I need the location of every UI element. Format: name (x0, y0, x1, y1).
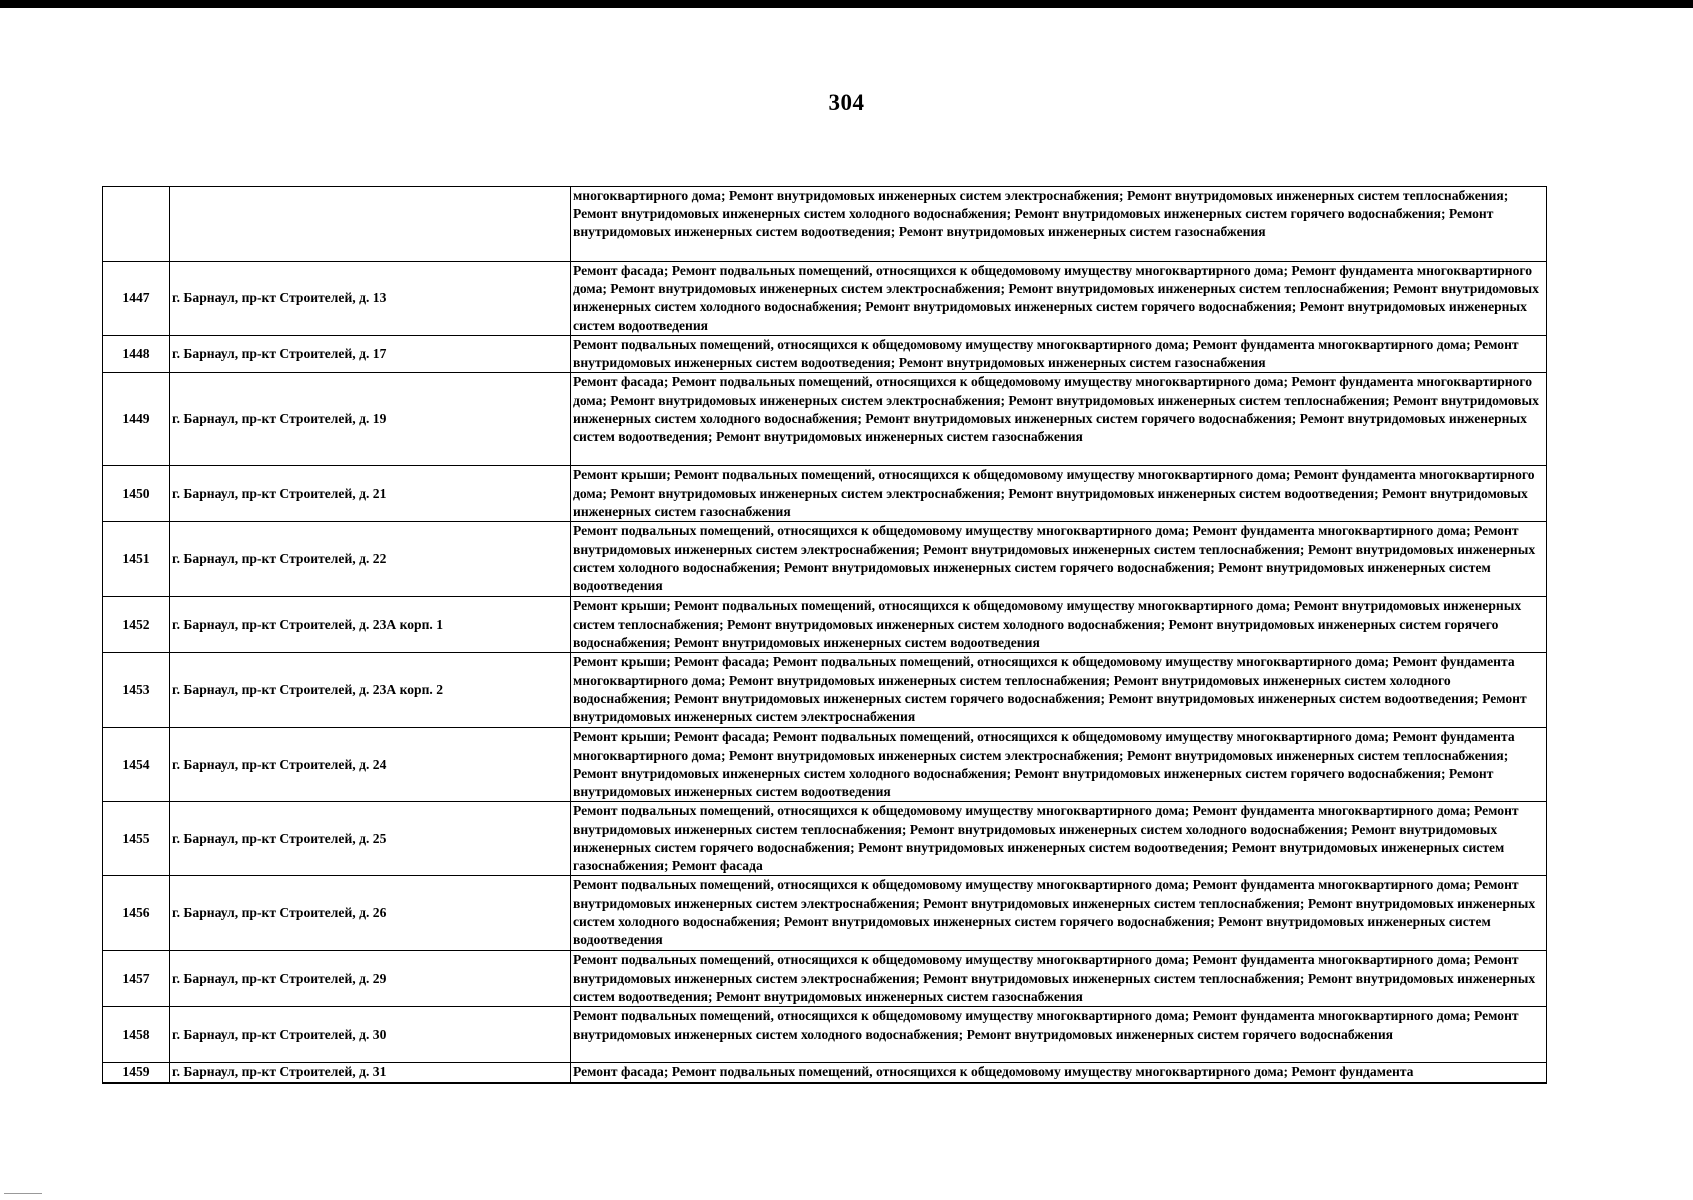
table-row (103, 1063, 1547, 1083)
row-number: 1458 (103, 1007, 170, 1063)
table-row (103, 876, 1547, 951)
scan-top-border (0, 0, 1693, 8)
row-address: г. Барнаул, пр-кт Строителей, д. 24 (170, 728, 571, 802)
row-number: 1448 (103, 336, 170, 373)
row-works: Ремонт крыши; Ремонт подвальных помещений, относящихся к общедомовому имуществу многоквартирного дома; Ремонт внутридомовых инженерных систем теплоснабжения; Ремонт внутридомовых инженерных систем холодного водоснабжения; Ремонт внутридомовых инженерных систем горячего водоснабжения; Ремонт внутридомовых инженерных систем водоотведения (571, 597, 1547, 653)
scan-margin-mark (4, 1193, 42, 1194)
table-row (103, 336, 1547, 373)
row-address: г. Барнаул, пр-кт Строителей, д. 17 (170, 336, 571, 373)
row-address (170, 187, 571, 262)
row-address: г. Барнаул, пр-кт Строителей, д. 13 (170, 262, 571, 336)
row-number: 1457 (103, 951, 170, 1007)
row-number: 1449 (103, 373, 170, 466)
row-number: 1451 (103, 522, 170, 597)
table-row (103, 522, 1547, 597)
table-row (103, 802, 1547, 876)
row-number: 1452 (103, 597, 170, 653)
row-works: Ремонт фасада; Ремонт подвальных помещений, относящихся к общедомовому имуществу многоквартирного дома; Ремонт фундамента (571, 1063, 1547, 1083)
row-address: г. Барнаул, пр-кт Строителей, д. 22 (170, 522, 571, 597)
page-number: 304 (828, 90, 865, 115)
table-row (103, 653, 1547, 728)
row-number: 1459 (103, 1063, 170, 1083)
row-works: Ремонт крыши; Ремонт фасада; Ремонт подвальных помещений, относящихся к общедомовому имуществу многоквартирного дома; Ремонт фундамента многоквартирного дома; Ремонт внутридомовых инженерных систем электроснабжения; Ремонт внутридомовых инженерных систем теплоснабжения; Ремонт внутридомовых инженерных систем холодного водоснабжения; Ремонт внутридомовых инженерных систем горячего водоснабжения; Ремонт внутридомовых инженерных систем водоотведения (571, 728, 1547, 802)
table-row (103, 373, 1547, 466)
row-address: г. Барнаул, пр-кт Строителей, д. 29 (170, 951, 571, 1007)
row-address: г. Барнаул, пр-кт Строителей, д. 23А корп. 1 (170, 597, 571, 653)
row-number: 1447 (103, 262, 170, 336)
row-address: г. Барнаул, пр-кт Строителей, д. 26 (170, 876, 571, 951)
table-row (103, 1007, 1547, 1063)
row-address: г. Барнаул, пр-кт Строителей, д. 19 (170, 373, 571, 466)
row-works: Ремонт крыши; Ремонт фасада; Ремонт подвальных помещений, относящихся к общедомовому имуществу многоквартирного дома; Ремонт фундамента многоквартирного дома; Ремонт внутридомовых инженерных систем теплоснабжения; Ремонт внутридомовых инженерных систем холодного водоснабжения; Ремонт внутридомовых инженерных систем горячего водоснабжения; Ремонт внутридомовых инженерных систем водоотведения; Ремонт внутридомовых инженерных систем электроснабжения (571, 653, 1547, 728)
row-works: многоквартирного дома; Ремонт внутридомовых инженерных систем электроснабжения; Ремонт внутридомовых инженерных систем теплоснабжения; Ремонт внутридомовых инженерных систем холодного водоснабжения; Ремонт внутридомовых инженерных систем горячего водоснабжения; Ремонт внутридомовых инженерных систем водоотведения; Ремонт внутридомовых инженерных систем газоснабжения (571, 187, 1547, 262)
row-address: г. Барнаул, пр-кт Строителей, д. 31 (170, 1063, 571, 1083)
table-row (103, 951, 1547, 1007)
row-works: Ремонт фасада; Ремонт подвальных помещений, относящихся к общедомовому имуществу многоквартирного дома; Ремонт фундамента многоквартирного дома; Ремонт внутридомовых инженерных систем электроснабжения; Ремонт внутридомовых инженерных систем теплоснабжения; Ремонт внутридомовых инженерных систем холодного водоснабжения; Ремонт внутридомовых инженерных систем горячего водоснабжения; Ремонт внутридомовых инженерных систем водоотведения; Ремонт внутридомовых инженерных систем газоснабжения (571, 373, 1547, 466)
row-works: Ремонт подвальных помещений, относящихся к общедомовому имуществу многоквартирного дома; Ремонт фундамента многоквартирного дома; Ремонт внутридомовых инженерных систем холодного водоснабжения; Ремонт внутридомовых инженерных систем горячего водоснабжения (571, 1007, 1547, 1063)
table-row (103, 597, 1547, 653)
row-works: Ремонт крыши; Ремонт подвальных помещений, относящихся к общедомовому имуществу многоквартирного дома; Ремонт фундамента многоквартирного дома; Ремонт внутридомовых инженерных систем электроснабжения; Ремонт внутридомовых инженерных систем водоотведения; Ремонт внутридомовых инженерных систем газоснабжения (571, 466, 1547, 522)
row-address: г. Барнаул, пр-кт Строителей, д. 23А корп. 2 (170, 653, 571, 728)
table-row (103, 728, 1547, 802)
row-address: г. Барнаул, пр-кт Строителей, д. 30 (170, 1007, 571, 1063)
row-number: 1455 (103, 802, 170, 876)
row-number: 1454 (103, 728, 170, 802)
table-row (103, 466, 1547, 522)
row-works: Ремонт фасада; Ремонт подвальных помещений, относящихся к общедомовому имуществу многоквартирного дома; Ремонт фундамента многоквартирного дома; Ремонт внутридомовых инженерных систем электроснабжения; Ремонт внутридомовых инженерных систем теплоснабжения; Ремонт внутридомовых инженерных систем холодного водоснабжения; Ремонт внутридомовых инженерных систем горячего водоснабжения; Ремонт внутридомовых инженерных систем водоотведения (571, 262, 1547, 336)
row-works: Ремонт подвальных помещений, относящихся к общедомовому имуществу многоквартирного дома; Ремонт фундамента многоквартирного дома; Ремонт внутридомовых инженерных систем теплоснабжения; Ремонт внутридомовых инженерных систем холодного водоснабжения; Ремонт внутридомовых инженерных систем горячего водоснабжения; Ремонт внутридомовых инженерных систем водоотведения; Ремонт внутридомовых инженерных систем газоснабжения; Ремонт фасада (571, 802, 1547, 876)
table-row (103, 187, 1547, 262)
row-number: 1450 (103, 466, 170, 522)
row-address: г. Барнаул, пр-кт Строителей, д. 25 (170, 802, 571, 876)
row-number: 1453 (103, 653, 170, 728)
row-works: Ремонт подвальных помещений, относящихся к общедомовому имуществу многоквартирного дома; Ремонт фундамента многоквартирного дома; Ремонт внутридомовых инженерных систем электроснабжения; Ремонт внутридомовых инженерных систем теплоснабжения; Ремонт внутридомовых инженерных систем холодного водоснабжения; Ремонт внутридомовых инженерных систем горячего водоснабжения; Ремонт внутридомовых инженерных систем водоотведения (571, 876, 1547, 951)
row-number: 1456 (103, 876, 170, 951)
row-number (103, 187, 170, 262)
row-works: Ремонт подвальных помещений, относящихся к общедомовому имуществу многоквартирного дома; Ремонт фундамента многоквартирного дома; Ремонт внутридомовых инженерных систем электроснабжения; Ремонт внутридомовых инженерных систем теплоснабжения; Ремонт внутридомовых инженерных систем водоотведения; Ремонт внутридомовых инженерных систем газоснабжения (571, 951, 1547, 1007)
row-works: Ремонт подвальных помещений, относящихся к общедомовому имуществу многоквартирного дома; Ремонт фундамента многоквартирного дома; Ремонт внутридомовых инженерных систем водоотведения; Ремонт внутридомовых инженерных систем газоснабжения (571, 336, 1547, 373)
row-works: Ремонт подвальных помещений, относящихся к общедомовому имуществу многоквартирного дома; Ремонт фундамента многоквартирного дома; Ремонт внутридомовых инженерных систем электроснабжения; Ремонт внутридомовых инженерных систем теплоснабжения; Ремонт внутридомовых инженерных систем холодного водоснабжения; Ремонт внутридомовых инженерных систем горячего водоснабжения; Ремонт внутридомовых инженерных систем водоотведения (571, 522, 1547, 597)
table-row (103, 262, 1547, 336)
works-registry-table (102, 186, 1547, 1084)
row-address: г. Барнаул, пр-кт Строителей, д. 21 (170, 466, 571, 522)
